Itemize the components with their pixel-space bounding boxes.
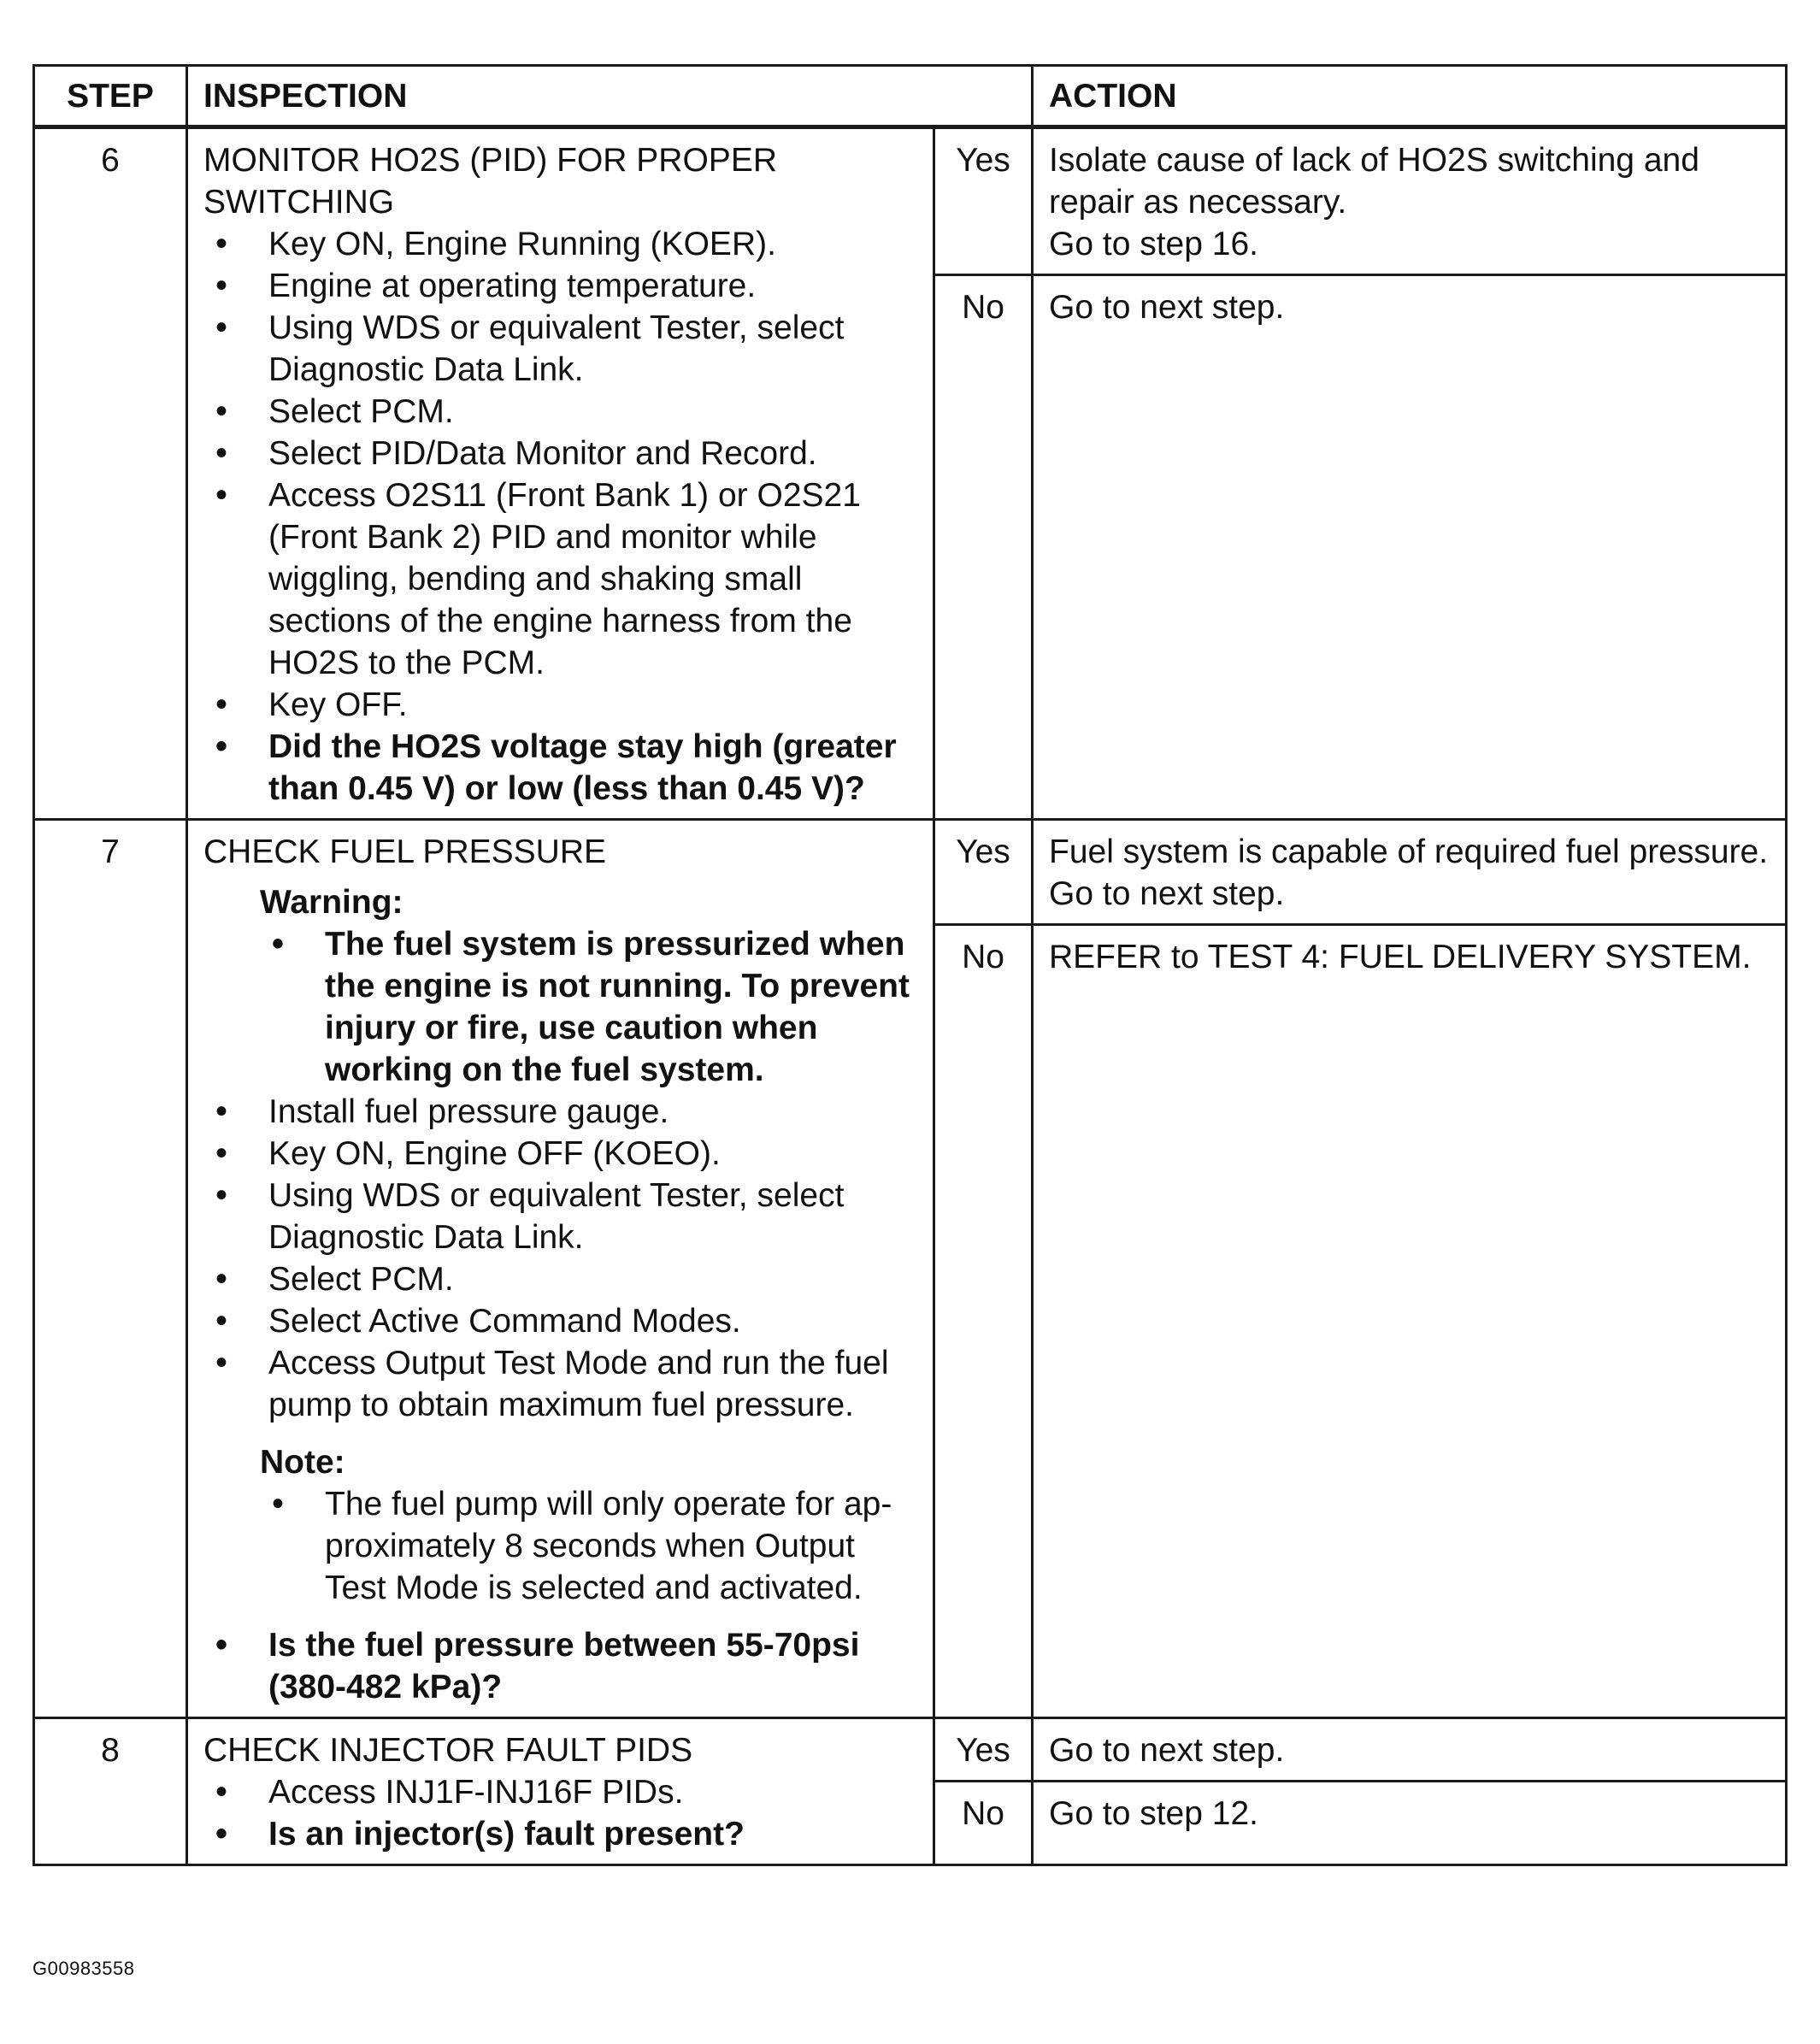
no-label: No (934, 275, 1033, 820)
diagnostic-table (32, 64, 1788, 1866)
no-label: No (934, 1782, 1033, 1865)
step-title: MONITOR HO2S (PID) FOR PROPER SWITCHING (203, 142, 777, 221)
table-row (34, 1718, 1787, 1782)
inspection-cell (187, 1718, 934, 1865)
note-label: Note: (260, 1444, 345, 1481)
no-action: Go to next step. (1033, 275, 1787, 820)
list-item: • Install fuel pressure gauge. (203, 1091, 921, 1133)
list-item: • Select PCM. (203, 391, 921, 433)
inspection-cell (187, 820, 934, 1718)
table-row (34, 820, 1787, 925)
step-number: 8 (34, 1718, 187, 1865)
list-item: • Select PCM. (203, 1258, 921, 1300)
warning-block (260, 881, 921, 1091)
list-item: • Key ON, Engine Running (KOER). (203, 223, 921, 265)
step-number: 7 (34, 820, 187, 1718)
no-action: REFER to TEST 4: FUEL DELIVERY SYSTEM. (1033, 925, 1787, 1718)
header-action: ACTION (1033, 66, 1787, 127)
step-title: CHECK FUEL PRESSURE (203, 834, 606, 870)
note-text: • The fuel pump will only operate for ap-proximately 8 seconds when Output Test Mode is selected and activated. (260, 1483, 921, 1609)
figure-id: G00983558 (32, 1958, 135, 1979)
header-inspection: INSPECTION (187, 66, 1033, 127)
no-action: Go to step 12. (1033, 1782, 1787, 1865)
list-item: • Select PID/Data Monitor and Record. (203, 433, 921, 474)
no-label: No (934, 925, 1033, 1718)
step-number: 6 (34, 127, 187, 820)
list-item: • Access INJ1F-INJ16F PIDs. (203, 1771, 921, 1813)
yes-action: Fuel system is capable of required fuel pressure. Go to next step. (1033, 820, 1787, 925)
inspection-cell (187, 127, 934, 820)
yes-action: Go to next step. (1033, 1718, 1787, 1782)
bullet-list (203, 223, 921, 810)
warning-label: Warning: (260, 884, 403, 921)
yes-label: Yes (934, 1718, 1033, 1782)
yes-label: Yes (934, 127, 1033, 275)
question: • Is the fuel pressure between 55-70psi (380-482 kPa)? (203, 1624, 921, 1708)
step-title: CHECK INJECTOR FAULT PIDS (203, 1732, 693, 1769)
note-block (260, 1441, 921, 1609)
yes-label: Yes (934, 820, 1033, 925)
list-item: • Select Active Command Modes. (203, 1300, 921, 1342)
table-row (34, 127, 1787, 275)
yes-action: Isolate cause of lack of HO2S switching and repair as necessary. Go to step 16. (1033, 127, 1787, 275)
list-item: • Engine at operating temperature. (203, 265, 921, 307)
list-item: • Key OFF. (203, 684, 921, 726)
bullet-list (203, 1771, 921, 1855)
header-step: STEP (34, 66, 187, 127)
list-item: • Using WDS or equivalent Tester, select Diagnostic Data Link. (203, 307, 921, 391)
list-item: • Key ON, Engine OFF (KOEO). (203, 1133, 921, 1175)
question: • Did the HO2S voltage stay high (greater than 0.45 V) or low (less than 0.45 V)? (203, 726, 921, 810)
bullet-list (203, 1091, 921, 1426)
list-item: • Using WDS or equivalent Tester, select Diagnostic Data Link. (203, 1175, 921, 1258)
question: • Is an injector(s) fault present? (203, 1813, 921, 1855)
list-item: • Access Output Test Mode and run the fuel pump to obtain maximum fuel pressure. (203, 1342, 921, 1426)
warning-text: • The fuel system is pressurized when the engine is not running. To prevent injury or fire, use caution when working on the fuel system. (260, 923, 921, 1091)
list-item: • Access O2S11 (Front Bank 1) or O2S21 (Front Bank 2) PID and monitor while wiggling, bending and shaking small sections of the engine harness from the HO2S to the PCM. (203, 474, 921, 684)
table-header-row (34, 66, 1787, 127)
